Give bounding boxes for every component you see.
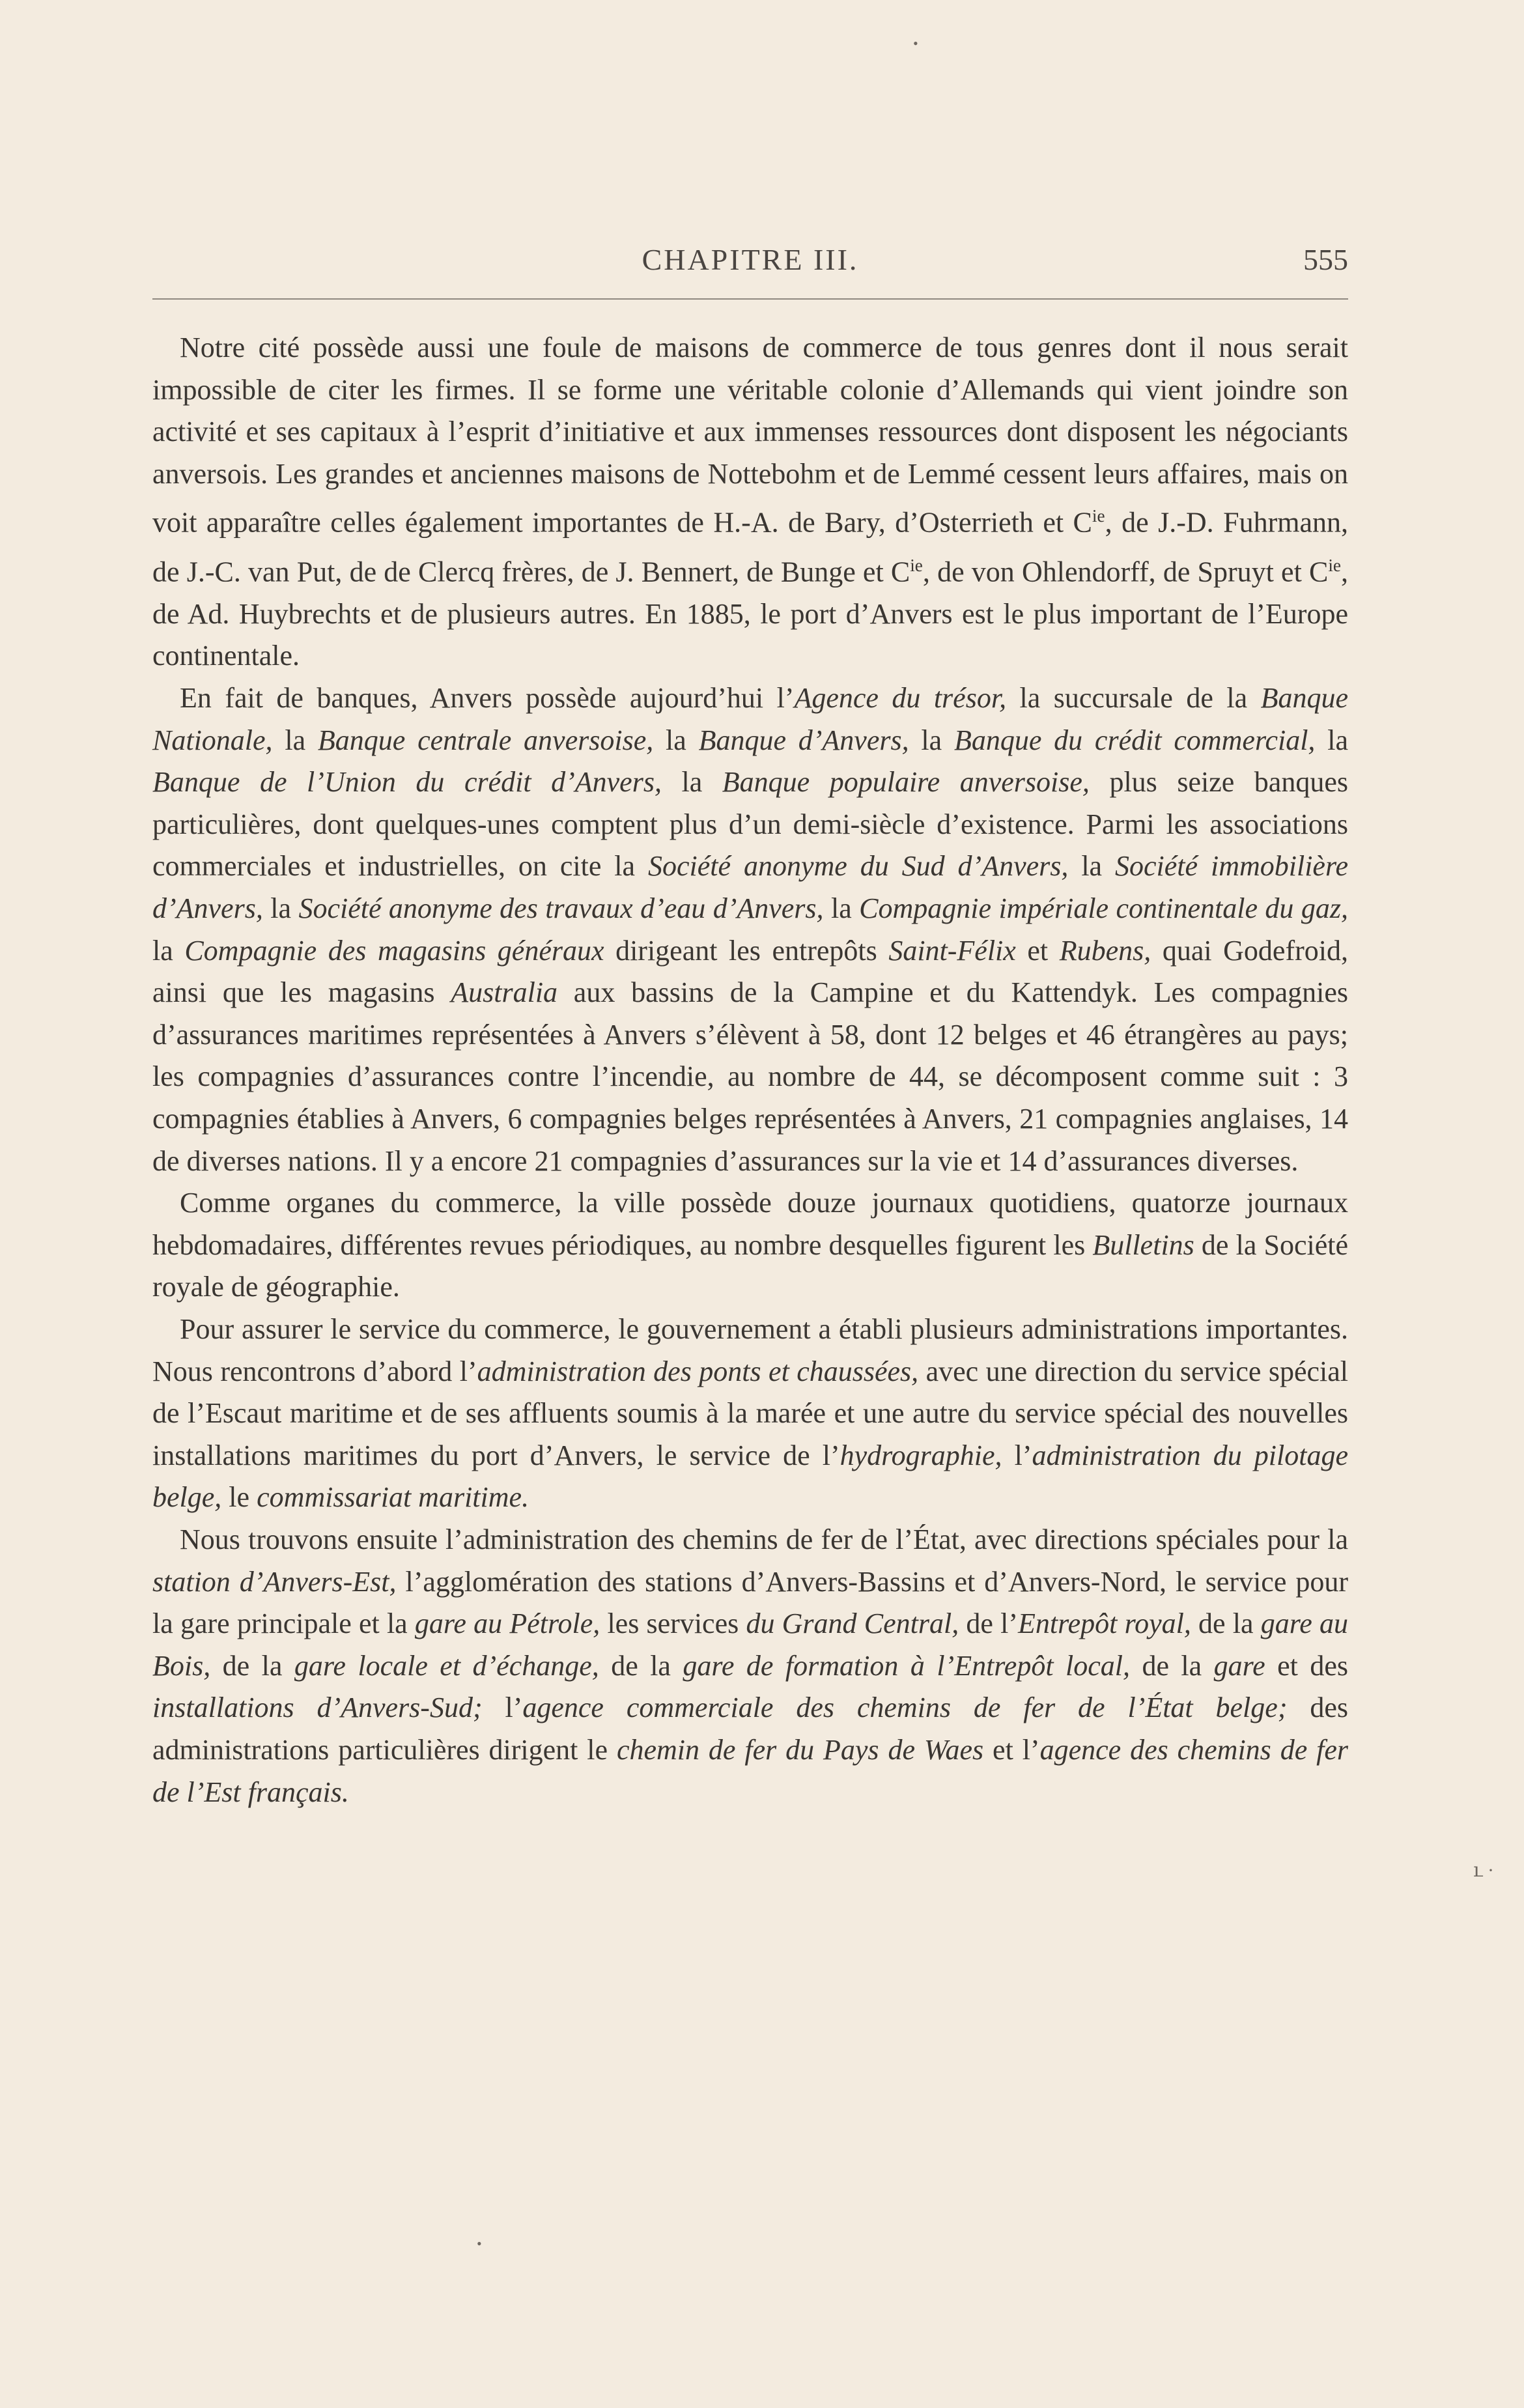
paragraph-text: de la — [1191, 1608, 1261, 1640]
paragraph-text: Comme organes du commerce, la ville possède douze journaux quotidiens, quatorze journaux hebdomadaires, différentes revues périodiques, au nombre desquelles figurent les — [152, 1187, 1348, 1261]
paragraph-text: de la — [210, 1649, 294, 1682]
paragraph-text: de la — [599, 1649, 683, 1682]
paragraph — [152, 1519, 1348, 1813]
paragraph-text: avec une direction du service spécial de l’Escaut maritime et de ses affluents soumis à la marée et une autre du service spécial des nouvelles installations maritimes du port d’Anvers, le service de l’ — [152, 1355, 1349, 1471]
paragraph-text: et — [1015, 934, 1060, 967]
paragraph-text: , de von Ohlendorff, de Spruyt et C — [922, 556, 1329, 588]
italic-text: Société anonyme des travaux d’eau d’Anvers, — [298, 892, 824, 925]
paragraph-text: quai Godefroid, ainsi que les magasins — [152, 934, 1348, 1009]
paragraph-text: des administrations particulières dirigent le — [152, 1692, 1348, 1766]
header-rule — [152, 298, 1348, 300]
italic-text: Saint-Félix — [888, 934, 1016, 967]
paragraph-text: la — [262, 892, 299, 925]
paragraph-text: la succursale de la — [1006, 682, 1261, 715]
italic-text: agence des chemins de fer de l’Est français. — [152, 1733, 1348, 1808]
paragraph-text: le — [221, 1481, 257, 1514]
italic-text: du Grand Central, — [746, 1608, 959, 1640]
paragraph-text: la — [1315, 724, 1348, 756]
paragraph-text: la — [272, 724, 318, 756]
paragraph-text: la — [909, 724, 954, 756]
paper-speck: • — [913, 35, 918, 51]
italic-text: Société immobilière d’Anvers, — [152, 850, 1348, 925]
paragraph-text: En fait de banques, Anvers possède aujourd’hui l’ — [180, 682, 795, 715]
paragraph — [152, 1182, 1348, 1309]
paragraph-text: , de Ad. Huybrechts et de plusieurs autres. En 1885, le port d’Anvers est le plus important de l’Europe continentale. — [152, 556, 1348, 672]
superscript-text: ie — [1092, 506, 1105, 526]
italic-text: Australia — [451, 976, 558, 1009]
italic-text: gare locale et d’échange, — [294, 1649, 599, 1682]
paragraph-text: la — [661, 766, 722, 799]
italic-text: Compagnie impériale continentale du gaz, — [859, 892, 1348, 925]
margin-mark: ւ · — [1473, 1860, 1494, 1881]
paragraph-text: de la Société royale de géographie. — [152, 1228, 1348, 1303]
paragraph-text: la — [1068, 850, 1116, 883]
italic-text: Bulletins — [1092, 1228, 1194, 1261]
italic-text: commissariat maritime. — [257, 1481, 529, 1514]
superscript-text: ie — [910, 555, 923, 575]
italic-text: Banque du crédit commercial, — [953, 724, 1316, 756]
italic-text: gare — [1213, 1649, 1265, 1682]
italic-text: Société anonyme du Sud d’Anvers, — [647, 850, 1069, 883]
italic-text: gare de formation à l’Entrepôt local, — [683, 1649, 1130, 1682]
italic-text: gare au Bois, — [152, 1608, 1348, 1682]
paragraph-text: dirigeant les entrepôts — [604, 934, 889, 967]
italic-text: station d’Anvers-Est, — [152, 1565, 397, 1598]
superscript-text: ie — [1328, 555, 1341, 575]
paragraph-text: Notre cité possède aussi une foule de maisons de commerce de tous genres dont il nous serait impossible de citer les firmes. Il se forme une véritable colonie d’Allemands qui vient joindre son activité et ses capitaux à l’esprit d’initiative et aux immenses ressources dont disposent les négociants anversois. Les grandes et anciennes maisons de Nottebohm et de Lemmé cessent leurs affaires, mais on voit apparaître celles également importantes de H.-A. de Bary, d’Osterrieth et C — [152, 332, 1348, 539]
italic-text: installations d’Anvers-Sud; — [152, 1692, 483, 1724]
italic-text: Entrepôt royal, — [1018, 1608, 1191, 1640]
italic-text: gare au Pétrole, — [414, 1608, 600, 1640]
running-head — [152, 242, 1348, 288]
paragraph — [152, 1309, 1348, 1519]
paragraph-text: Pour assurer le service du commerce, le gouvernement a établi plusieurs administrations importantes. Nous rencontrons d’abord l’ — [152, 1312, 1348, 1387]
paragraph-text: la — [653, 724, 699, 756]
paragraph-text: et l’ — [983, 1733, 1040, 1766]
italic-text: Banque centrale anversoise, — [317, 724, 654, 756]
paragraph-text: l’ — [482, 1692, 523, 1724]
paragraph-text: l’agglomération des stations d’Anvers-Bassins et d’Anvers-Nord, le service pour la gare principale et la — [152, 1565, 1348, 1640]
paper-speck: • — [477, 2235, 482, 2252]
italic-text: Banque d’Anvers, — [698, 724, 909, 756]
italic-text: Banque de l’Union du crédit d’Anvers, — [152, 766, 662, 799]
paragraph-text: de l’ — [959, 1608, 1019, 1640]
page-number: 555 — [1303, 243, 1348, 276]
italic-text: Agence du trésor, — [794, 682, 1007, 715]
paragraph-text: Nous trouvons ensuite l’administration des chemins de fer de l’État, avec directions spéciales pour la — [180, 1523, 1348, 1555]
italic-text: hydrographie, — [840, 1439, 1002, 1471]
italic-text: Banque Nationale, — [152, 682, 1348, 756]
body-text — [152, 327, 1348, 1813]
italic-text: administration du pilotage belge, — [152, 1439, 1348, 1514]
italic-text: Banque populaire anversoise, — [722, 766, 1090, 799]
chapter-title: CHAPITRE III. — [642, 243, 859, 276]
paragraph-text: la — [823, 892, 860, 925]
paragraph-text: plus seize banques particulières, dont quelques-unes comptent plus d’un demi-siècle d’existence. Parmi les associations commerciales et industrielles, on cite la — [152, 766, 1348, 883]
italic-text: chemin de fer du Pays de Waes — [616, 1733, 984, 1766]
paragraph — [152, 677, 1348, 1182]
paragraph-text: les services — [600, 1608, 746, 1640]
paragraph-text: l’ — [1002, 1439, 1032, 1471]
paragraph-text: , de J.-D. Fuhrmann, de J.-C. van Put, de de Clercq frères, de J. Bennert, de Bunge et C — [152, 507, 1348, 588]
italic-text: Compagnie des magasins généraux — [184, 934, 604, 967]
italic-text: agence commerciale des chemins de fer de l’État belge; — [522, 1692, 1288, 1724]
italic-text: administration des ponts et chaussées, — [477, 1355, 919, 1387]
italic-text: Rubens, — [1059, 934, 1151, 967]
paragraph-text: aux bassins de la Campine et du Kattendyk. Les compagnies d’assurances maritimes représentées à Anvers s’élèvent à 58, dont 12 belges et 46 étrangères au pays; les compagnies d’assurances contre l’incendie, au nombre de 44, se décomposent comme suit : 3 compagnies établies à Anvers, 6 compagnies belges représentées à Anvers, 21 compagnies anglaises, 14 de diverses nations. Il y a encore 21 compagnies d’assurances sur la vie et 14 d’assurances diverses. — [152, 976, 1348, 1177]
paragraph-text: et des — [1265, 1649, 1348, 1682]
paragraph — [152, 327, 1348, 677]
paragraph-text: de la — [1130, 1649, 1214, 1682]
paragraph-text: la — [152, 934, 185, 967]
